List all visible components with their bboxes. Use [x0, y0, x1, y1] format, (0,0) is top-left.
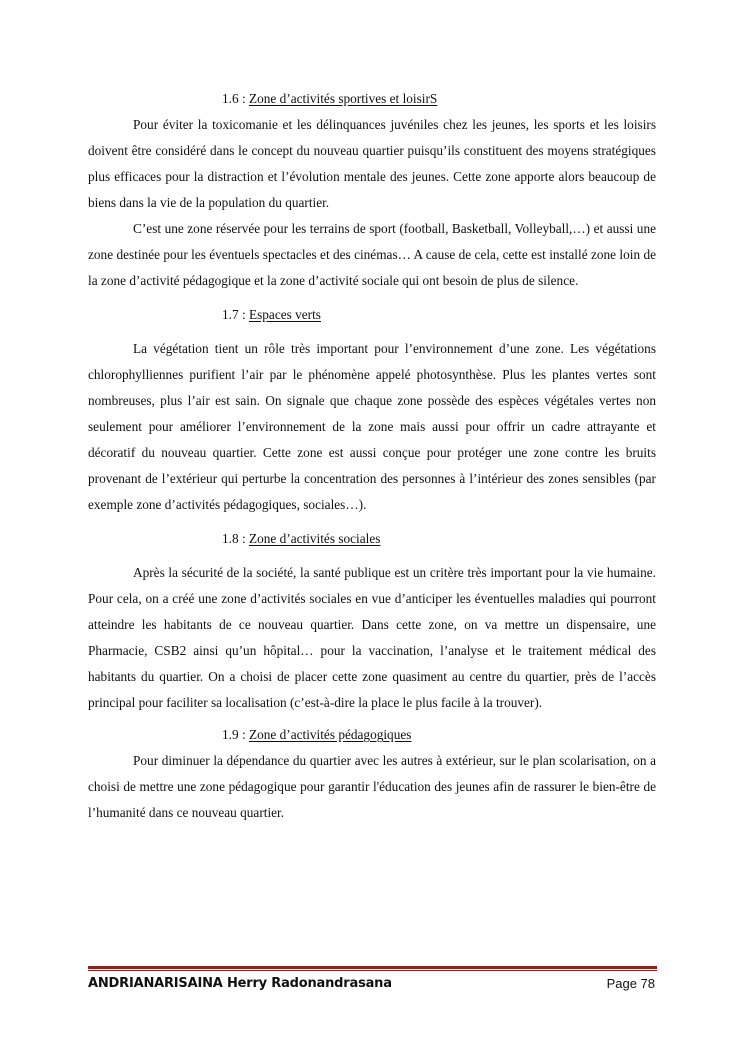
paragraph: C’est une zone réservée pour les terrains de sport (football, Basketball, Volleyball,…) et aussi une zone destinée pour les éventuels spectacles et des cinémas… A cause de cela, cette est installé zone loin de la zone d’activité pédagogique et la zone d’activité sociale qui ont besoin de plus de silence. [88, 221, 656, 288]
section-number: 1.6 : [222, 91, 249, 106]
paragraph: Après la sécurité de la société, la santé publique est un critère très important pour la vie humaine. Pour cela, on a créé une zone d’activités sociales en vue d’anticiper les éventuelles maladies qui pourront atteindre les habitants de ce nouveau quartier. Dans cette zone, on va mettre un dispensaire, une Pharmacie, CSB2 ainsi qu’un hôpital… pour la vaccination, l’analyse et le traitement médical des habitants du quartier. On a choisi de placer cette zone quasiment au centre du quartier, près de l’accès principal pour faciliter sa localisation (c’est-à-dire la place le plus facile à la trouver). [88, 565, 656, 710]
footer-rule-thick [88, 966, 657, 969]
section-number: 1.7 : [222, 307, 249, 322]
section-number: 1.9 : [222, 727, 249, 742]
section-title: Zone d’activités sociales [248, 531, 381, 546]
footer-rule-thin [88, 970, 657, 971]
section-title: Espaces verts [248, 307, 321, 322]
section-title: Zone d’activités pédagogiques [248, 727, 412, 742]
page-footer [88, 974, 657, 996]
section-heading-1-7 [222, 302, 656, 328]
footer-author: ANDRIANARISAINA Herry Radonandrasana [88, 976, 392, 991]
paragraph: La végétation tient un rôle très important pour l’environnement d’une zone. Les végétations chlorophylliennes purifient l’air par le phénomène appelé photosynthèse. Plus les plantes vertes sont nombreuses, plus l’air est sain. On signale que chaque zone possède des espèces végétales vertes non seulement pour améliorer l’environnement de la zone mais aussi pour offrir un cadre attrayante et décoratif du nouveau quartier. Cette zone est aussi conçue pour protéger une zone contre les bruits provenant de l’extérieur qui perturbe la concentration des personnes à l’intérieur des zones sensibles (par exemple zone d’activités pédagogiques, sociales…). [88, 341, 656, 512]
paragraph: Pour diminuer la dépendance du quartier avec les autres à extérieur, sur le plan scolarisation, on a choisi de mettre une zone pédagogique pour garantir l'éducation des jeunes afin de rassurer le bien-être de l’humanité dans ce nouveau quartier. [88, 753, 656, 820]
section-title: Zone d’activités sportives et loisirS [248, 91, 438, 106]
footer-page-number: Page 78 [606, 976, 655, 991]
section-heading-1-8 [222, 526, 656, 552]
paragraph: Pour éviter la toxicomanie et les délinquances juvéniles chez les jeunes, les sports et les loisirs doivent être considéré dans le concept du nouveau quartier puisqu’ils constituent des moyens stratégiques plus efficaces pour la distraction et l’évolution mentale des jeunes. Cette zone apporte alors beaucoup de biens dans la vie de la population du quartier. [88, 117, 656, 210]
section-number: 1.8 : [222, 531, 249, 546]
document-page [88, 86, 656, 826]
section-heading-1-6 [222, 86, 656, 112]
section-heading-1-9 [222, 722, 656, 748]
